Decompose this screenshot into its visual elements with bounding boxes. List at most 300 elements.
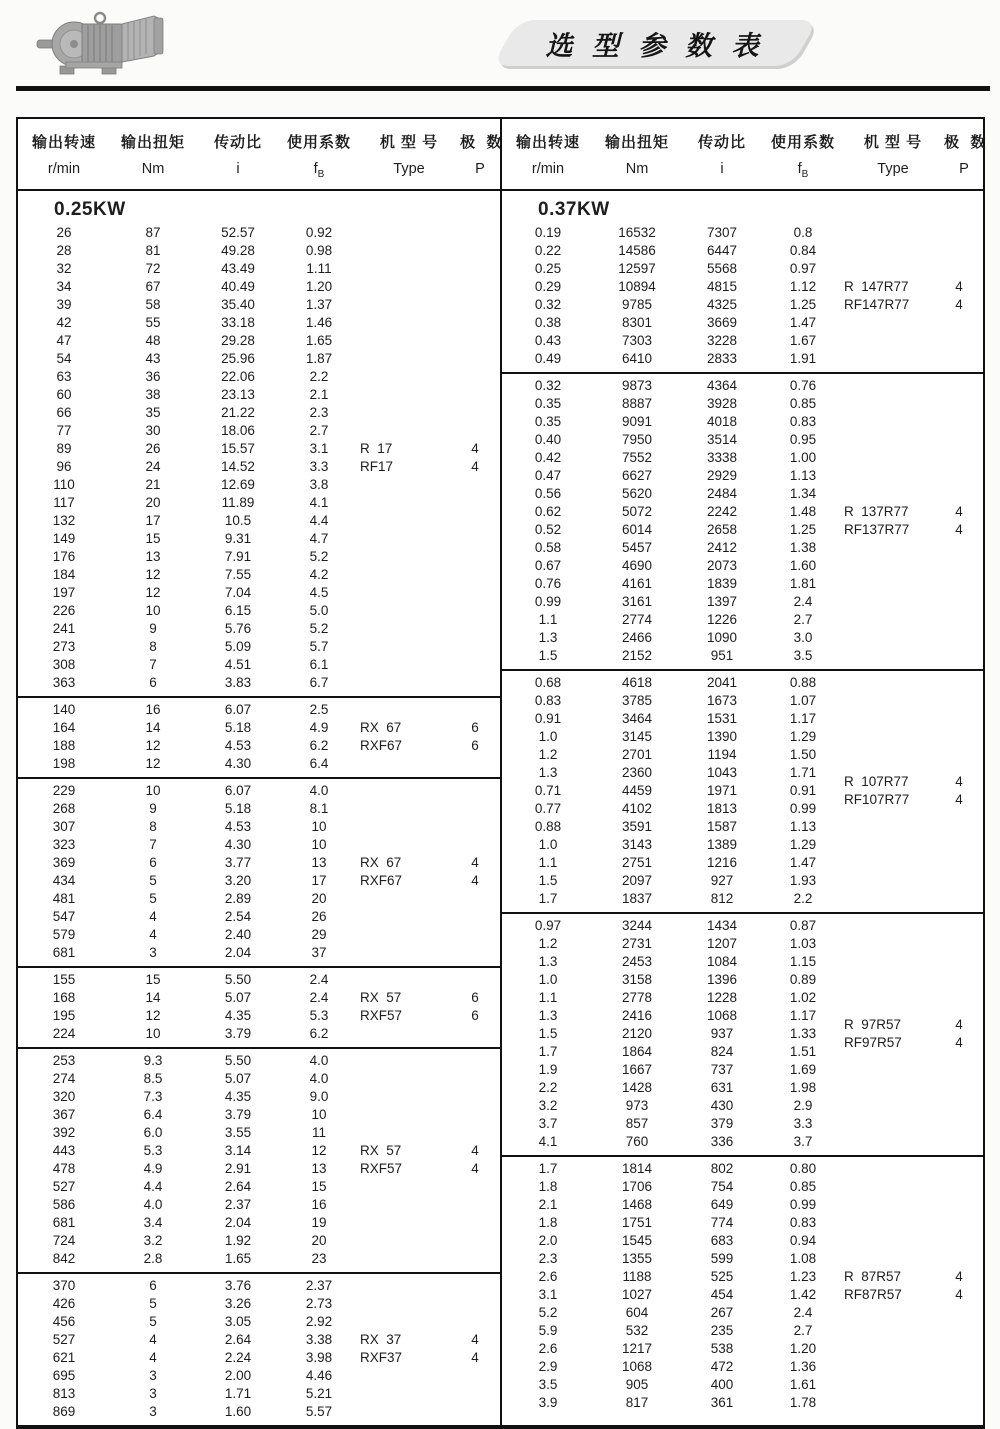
cell-output-torque: 3.2 bbox=[143, 1232, 163, 1248]
cell-ratio: 52.57 bbox=[221, 224, 255, 240]
cell-service-factor: 5.7 bbox=[309, 638, 329, 654]
cell-output-speed: 1.7 bbox=[538, 1043, 558, 1059]
type-label: R 17 bbox=[360, 440, 393, 456]
cell-ratio: 4.30 bbox=[224, 755, 252, 771]
cell-output-torque: 857 bbox=[625, 1115, 649, 1131]
cell-service-factor: 1.29 bbox=[789, 728, 817, 744]
cell-ratio: 3.20 bbox=[224, 872, 252, 888]
cell-output-torque: 3 bbox=[149, 944, 157, 960]
page-title: 选 型 参 数 表 bbox=[545, 30, 765, 61]
type-line bbox=[360, 719, 490, 737]
cell-output-speed: 1.5 bbox=[538, 872, 558, 888]
cell-ratio: 22.06 bbox=[221, 368, 255, 384]
cell-service-factor: 1.69 bbox=[789, 1061, 817, 1077]
column-unit: i bbox=[720, 161, 724, 177]
cell-ratio: 2.64 bbox=[224, 1178, 252, 1194]
cell-service-factor: 6.4 bbox=[309, 755, 329, 771]
type-label: RX 67 bbox=[360, 719, 402, 735]
cell-service-factor: 2.2 bbox=[793, 890, 813, 906]
cell-ratio: 774 bbox=[710, 1214, 734, 1230]
table-section bbox=[502, 669, 984, 912]
cell-service-factor: 10 bbox=[311, 818, 327, 834]
type-label: RX 67 bbox=[360, 854, 402, 870]
cell-ratio: 1194 bbox=[707, 746, 737, 762]
type-label: RF147R77 bbox=[844, 296, 910, 312]
pole-count: 6 bbox=[471, 737, 479, 753]
cell-output-speed: 1.1 bbox=[538, 854, 558, 870]
cell-output-speed: 96 bbox=[56, 458, 72, 474]
type-label: RF17 bbox=[360, 458, 394, 474]
column-label: 传动比 bbox=[697, 134, 746, 151]
cell-output-speed: 478 bbox=[52, 1160, 76, 1176]
cell-ratio: 33.18 bbox=[221, 314, 255, 330]
cell-ratio: 35.40 bbox=[221, 296, 255, 312]
cell-output-torque: 6014 bbox=[621, 521, 653, 537]
cell-output-speed: 1.1 bbox=[538, 989, 558, 1005]
cell-output-speed: 54 bbox=[56, 350, 72, 366]
section-rows bbox=[18, 1052, 500, 1268]
cell-output-torque: 2731 bbox=[621, 935, 653, 951]
cell-output-torque: 24 bbox=[145, 458, 161, 474]
cell-output-torque: 3 bbox=[149, 1385, 157, 1401]
cell-ratio: 951 bbox=[710, 647, 734, 663]
cell-output-torque: 5 bbox=[149, 1313, 157, 1329]
column-unit: i bbox=[236, 161, 240, 177]
table-left-half bbox=[18, 119, 503, 1425]
cell-output-speed: 2.1 bbox=[538, 1196, 558, 1212]
cell-output-torque: 3591 bbox=[621, 818, 653, 834]
cell-output-speed: 197 bbox=[52, 584, 76, 600]
cell-ratio: 3.26 bbox=[224, 1295, 252, 1311]
cell-output-speed: 89 bbox=[56, 440, 72, 456]
cell-ratio: 40.49 bbox=[221, 278, 255, 294]
pole-count: 4 bbox=[955, 278, 963, 294]
cell-output-torque: 10 bbox=[145, 602, 161, 618]
cell-output-torque: 10894 bbox=[618, 278, 656, 294]
cell-ratio: 2929 bbox=[706, 467, 738, 483]
cell-output-torque: 12597 bbox=[618, 260, 656, 276]
cell-service-factor: 1.29 bbox=[789, 836, 817, 852]
cell-output-speed: 0.77 bbox=[534, 800, 562, 816]
cell-output-torque: 1217 bbox=[621, 1340, 653, 1356]
cell-service-factor: 4.46 bbox=[305, 1367, 333, 1383]
cell-output-torque: 4.4 bbox=[143, 1178, 163, 1194]
cell-output-torque: 532 bbox=[625, 1322, 649, 1338]
cell-service-factor: 19 bbox=[311, 1214, 327, 1230]
type-block bbox=[844, 674, 974, 908]
cell-ratio: 9.31 bbox=[224, 530, 252, 546]
cell-service-factor: 1.25 bbox=[789, 521, 817, 537]
cell-ratio: 49.28 bbox=[221, 242, 255, 258]
cell-ratio: 267 bbox=[710, 1304, 734, 1320]
cell-ratio: 3.79 bbox=[224, 1106, 252, 1122]
cell-output-speed: 0.35 bbox=[534, 413, 562, 429]
cell-service-factor: 0.89 bbox=[789, 971, 817, 987]
column-unit: P bbox=[959, 161, 969, 177]
column-label: 机 型 号 bbox=[863, 134, 923, 151]
cell-output-torque: 38 bbox=[145, 386, 161, 402]
cell-service-factor: 1.47 bbox=[789, 314, 817, 330]
cell-ratio: 927 bbox=[710, 872, 734, 888]
cell-output-torque: 3 bbox=[149, 1403, 157, 1419]
cell-output-torque: 4.0 bbox=[143, 1196, 163, 1212]
cell-ratio: 454 bbox=[710, 1286, 734, 1302]
cell-output-torque: 2778 bbox=[621, 989, 653, 1005]
cell-output-speed: 1.0 bbox=[538, 728, 558, 744]
cell-ratio: 21.22 bbox=[221, 404, 255, 420]
cell-output-torque: 15 bbox=[145, 530, 161, 546]
cell-output-torque: 3464 bbox=[621, 710, 653, 726]
cell-service-factor: 0.8 bbox=[793, 224, 813, 240]
cell-ratio: 4.53 bbox=[224, 818, 252, 834]
cell-service-factor: 0.83 bbox=[789, 413, 817, 429]
cell-output-torque: 6 bbox=[149, 674, 157, 690]
cell-output-torque: 16 bbox=[145, 701, 161, 717]
cell-ratio: 5568 bbox=[706, 260, 738, 276]
cell-service-factor: 2.4 bbox=[309, 989, 329, 1005]
cell-output-speed: 456 bbox=[52, 1313, 76, 1329]
cell-service-factor: 5.57 bbox=[305, 1403, 333, 1419]
column-label: 机 型 号 bbox=[379, 134, 439, 151]
cell-output-torque: 6 bbox=[149, 854, 157, 870]
cell-output-speed: 869 bbox=[52, 1403, 76, 1419]
type-block bbox=[844, 377, 974, 665]
cell-ratio: 2.04 bbox=[224, 944, 252, 960]
cell-service-factor: 3.5 bbox=[793, 647, 813, 663]
cell-output-torque: 760 bbox=[625, 1133, 649, 1149]
column-label: 输出转速 bbox=[515, 134, 580, 151]
cell-output-speed: 0.47 bbox=[534, 467, 562, 483]
cell-ratio: 1397 bbox=[706, 593, 738, 609]
cell-service-factor: 1.17 bbox=[789, 1007, 817, 1023]
cell-output-speed: 66 bbox=[56, 404, 72, 420]
column-unit: P bbox=[475, 161, 485, 177]
cell-service-factor: 5.21 bbox=[305, 1385, 333, 1401]
column-label: 极 数 bbox=[944, 134, 987, 151]
cell-service-factor: 13 bbox=[311, 1160, 327, 1176]
cell-ratio: 2.89 bbox=[224, 890, 252, 906]
cell-service-factor: 10 bbox=[311, 836, 327, 852]
cell-output-speed: 0.58 bbox=[534, 539, 562, 555]
cell-ratio: 683 bbox=[710, 1232, 734, 1248]
cell-output-torque: 35 bbox=[145, 404, 161, 420]
cell-ratio: 1531 bbox=[706, 710, 738, 726]
table-section bbox=[18, 966, 500, 1047]
type-line bbox=[360, 458, 490, 476]
cell-output-torque: 9785 bbox=[621, 296, 653, 312]
cell-service-factor: 6.1 bbox=[309, 656, 329, 672]
cell-output-torque: 12 bbox=[145, 737, 161, 753]
cell-service-factor: 1.93 bbox=[789, 872, 817, 888]
cell-service-factor: 1.13 bbox=[789, 818, 817, 834]
type-label: RX 57 bbox=[360, 1142, 402, 1158]
cell-ratio: 4.35 bbox=[224, 1088, 252, 1104]
cell-ratio: 235 bbox=[710, 1322, 734, 1338]
type-line bbox=[360, 1160, 490, 1178]
cell-service-factor: 0.76 bbox=[789, 377, 817, 393]
cell-output-torque: 10 bbox=[145, 1025, 161, 1041]
type-label: RX 57 bbox=[360, 989, 402, 1005]
type-label: RXF37 bbox=[360, 1349, 403, 1365]
cell-ratio: 4.51 bbox=[224, 656, 252, 672]
cell-output-torque: 9091 bbox=[621, 413, 653, 429]
cell-output-torque: 1068 bbox=[621, 1358, 653, 1374]
cell-output-torque: 8.5 bbox=[143, 1070, 163, 1086]
cell-service-factor: 2.2 bbox=[309, 368, 329, 384]
cell-output-torque: 1814 bbox=[621, 1160, 653, 1176]
type-line bbox=[844, 503, 974, 521]
cell-ratio: 3.77 bbox=[224, 854, 252, 870]
cell-service-factor: 4.7 bbox=[309, 530, 329, 546]
cell-service-factor: 1.42 bbox=[789, 1286, 817, 1302]
column-unit: Nm bbox=[625, 161, 649, 177]
cell-output-speed: 1.2 bbox=[538, 746, 558, 762]
cell-service-factor: 16 bbox=[311, 1196, 327, 1212]
cell-service-factor: 4.5 bbox=[309, 584, 329, 600]
cell-ratio: 5.76 bbox=[224, 620, 252, 636]
cell-output-torque: 4161 bbox=[621, 575, 653, 591]
cell-output-speed: 4.1 bbox=[538, 1133, 558, 1149]
cell-output-speed: 1.5 bbox=[538, 1025, 558, 1041]
cell-output-torque: 3 bbox=[149, 1367, 157, 1383]
type-line bbox=[844, 296, 974, 314]
cell-output-speed: 1.8 bbox=[538, 1214, 558, 1230]
cell-ratio: 1971 bbox=[706, 782, 738, 798]
cell-output-torque: 1837 bbox=[621, 890, 653, 906]
table-section bbox=[18, 696, 500, 777]
cell-service-factor: 1.91 bbox=[789, 350, 817, 366]
cell-service-factor: 10 bbox=[311, 1106, 327, 1122]
cell-output-speed: 1.3 bbox=[538, 1007, 558, 1023]
type-line bbox=[844, 1016, 974, 1034]
table-header bbox=[18, 119, 503, 191]
cell-output-speed: 363 bbox=[52, 674, 76, 690]
cell-service-factor: 3.0 bbox=[793, 629, 813, 645]
cell-output-speed: 26 bbox=[56, 224, 72, 240]
cell-output-torque: 4 bbox=[149, 926, 157, 942]
column-label: 输出转速 bbox=[31, 134, 96, 151]
cell-service-factor: 3.1 bbox=[309, 440, 329, 456]
pole-count: 4 bbox=[955, 773, 963, 789]
cell-output-torque: 6627 bbox=[621, 467, 653, 483]
cell-output-torque: 2701 bbox=[621, 746, 653, 762]
type-label: RX 37 bbox=[360, 1331, 402, 1347]
section-rows bbox=[502, 1160, 984, 1412]
cell-service-factor: 26 bbox=[311, 908, 327, 924]
cell-service-factor: 2.7 bbox=[793, 1322, 813, 1338]
cell-ratio: 2412 bbox=[706, 539, 738, 555]
cell-ratio: 2.00 bbox=[224, 1367, 252, 1383]
section-rows bbox=[18, 224, 500, 692]
cell-output-speed: 308 bbox=[52, 656, 76, 672]
cell-service-factor: 1.12 bbox=[789, 278, 817, 294]
cell-service-factor: 1.67 bbox=[789, 332, 817, 348]
cell-service-factor: 0.98 bbox=[305, 242, 333, 258]
cell-output-speed: 392 bbox=[52, 1124, 76, 1140]
cell-output-speed: 226 bbox=[52, 602, 76, 618]
cell-output-torque: 2453 bbox=[621, 953, 653, 969]
cell-output-torque: 1428 bbox=[621, 1079, 653, 1095]
cell-service-factor: 0.85 bbox=[789, 395, 817, 411]
cell-output-torque: 21 bbox=[145, 476, 161, 492]
cell-service-factor: 1.20 bbox=[789, 1340, 817, 1356]
type-line bbox=[844, 1034, 974, 1052]
cell-output-torque: 17 bbox=[145, 512, 161, 528]
cell-output-speed: 527 bbox=[52, 1178, 76, 1194]
cell-output-speed: 155 bbox=[52, 971, 76, 987]
cell-output-speed: 1.0 bbox=[538, 971, 558, 987]
cell-output-torque: 8 bbox=[149, 638, 157, 654]
cell-output-torque: 9.3 bbox=[143, 1052, 163, 1068]
cell-service-factor: 1.23 bbox=[789, 1268, 817, 1284]
cell-output-speed: 47 bbox=[56, 332, 72, 348]
cell-ratio: 336 bbox=[710, 1133, 734, 1149]
cell-ratio: 4.35 bbox=[224, 1007, 252, 1023]
cell-output-speed: 320 bbox=[52, 1088, 76, 1104]
pole-count: 4 bbox=[471, 1349, 479, 1365]
cell-output-speed: 3.1 bbox=[538, 1286, 558, 1302]
cell-output-speed: 198 bbox=[52, 755, 76, 771]
cell-service-factor: 1.65 bbox=[305, 332, 333, 348]
cell-output-speed: 0.88 bbox=[534, 818, 562, 834]
cell-output-speed: 369 bbox=[52, 854, 76, 870]
type-line bbox=[360, 872, 490, 890]
cell-ratio: 2833 bbox=[706, 350, 738, 366]
cell-ratio: 12.69 bbox=[221, 476, 255, 492]
cell-ratio: 15.57 bbox=[221, 440, 255, 456]
cell-output-torque: 6 bbox=[149, 1277, 157, 1293]
cell-output-torque: 3161 bbox=[621, 593, 653, 609]
cell-output-torque: 58 bbox=[145, 296, 161, 312]
cell-output-speed: 367 bbox=[52, 1106, 76, 1122]
cell-output-speed: 0.35 bbox=[534, 395, 562, 411]
cell-output-speed: 621 bbox=[52, 1349, 76, 1365]
cell-output-torque: 30 bbox=[145, 422, 161, 438]
cell-service-factor: 4.4 bbox=[309, 512, 329, 528]
cell-ratio: 4018 bbox=[706, 413, 738, 429]
column-unit: Nm bbox=[141, 161, 165, 177]
cell-service-factor: 17 bbox=[311, 872, 327, 888]
cell-service-factor: 0.97 bbox=[789, 260, 817, 276]
cell-output-torque: 5 bbox=[149, 872, 157, 888]
cell-output-speed: 60 bbox=[56, 386, 72, 402]
cell-output-torque: 3145 bbox=[621, 728, 653, 744]
cell-ratio: 3.55 bbox=[224, 1124, 252, 1140]
cell-output-speed: 1.7 bbox=[538, 1160, 558, 1176]
cell-output-torque: 26 bbox=[145, 440, 161, 456]
cell-service-factor: 1.36 bbox=[789, 1358, 817, 1374]
cell-ratio: 4325 bbox=[706, 296, 738, 312]
pole-count: 4 bbox=[471, 458, 479, 474]
section-rows bbox=[18, 701, 500, 773]
cell-output-torque: 3244 bbox=[621, 917, 653, 933]
cell-service-factor: 29 bbox=[311, 926, 327, 942]
cell-ratio: 1216 bbox=[706, 854, 738, 870]
cell-ratio: 6.07 bbox=[224, 701, 252, 717]
cell-output-torque: 14586 bbox=[618, 242, 656, 258]
cell-ratio: 5.18 bbox=[224, 800, 252, 816]
cell-output-speed: 695 bbox=[52, 1367, 76, 1383]
cell-ratio: 525 bbox=[710, 1268, 734, 1284]
cell-output-torque: 13 bbox=[145, 548, 161, 564]
cell-service-factor: 2.4 bbox=[793, 1304, 813, 1320]
cell-service-factor: 0.84 bbox=[789, 242, 817, 258]
cell-output-speed: 0.43 bbox=[534, 332, 562, 348]
cell-service-factor: 2.7 bbox=[793, 611, 813, 627]
cell-output-speed: 5.2 bbox=[538, 1304, 558, 1320]
cell-service-factor: 12 bbox=[311, 1142, 327, 1158]
cell-output-speed: 0.52 bbox=[534, 521, 562, 537]
cell-service-factor: 2.4 bbox=[309, 971, 329, 987]
gear-motor-image bbox=[36, 10, 166, 78]
cell-service-factor: 4.9 bbox=[309, 719, 329, 735]
cell-service-factor: 1.71 bbox=[789, 764, 817, 780]
section-rows bbox=[502, 224, 984, 368]
pole-count: 4 bbox=[471, 440, 479, 456]
cell-ratio: 379 bbox=[710, 1115, 734, 1131]
cell-service-factor: 1.48 bbox=[789, 503, 817, 519]
cell-ratio: 430 bbox=[710, 1097, 734, 1113]
cell-service-factor: 1.11 bbox=[306, 260, 332, 276]
cell-service-factor: 0.87 bbox=[789, 917, 817, 933]
cell-output-torque: 1864 bbox=[621, 1043, 653, 1059]
cell-output-torque: 9873 bbox=[621, 377, 653, 393]
type-label: R 107R77 bbox=[844, 773, 909, 789]
cell-service-factor: 2.92 bbox=[305, 1313, 333, 1329]
cell-service-factor: 1.25 bbox=[789, 296, 817, 312]
cell-output-speed: 117 bbox=[53, 494, 75, 510]
cell-output-speed: 2.9 bbox=[538, 1358, 558, 1374]
cell-ratio: 1226 bbox=[706, 611, 738, 627]
cell-ratio: 2.24 bbox=[224, 1349, 252, 1365]
title-banner bbox=[505, 20, 805, 66]
cell-output-speed: 0.68 bbox=[534, 674, 562, 690]
cell-ratio: 1.60 bbox=[224, 1403, 252, 1419]
cell-service-factor: 1.51 bbox=[789, 1043, 817, 1059]
table-section bbox=[502, 191, 984, 372]
type-line bbox=[360, 1349, 490, 1367]
page-header bbox=[0, 0, 1000, 86]
cell-service-factor: 4.0 bbox=[309, 1052, 329, 1068]
column-unit-subscript: B bbox=[801, 168, 809, 180]
cell-service-factor: 3.8 bbox=[309, 476, 329, 492]
pole-count: 4 bbox=[955, 1016, 963, 1032]
pole-count: 4 bbox=[955, 296, 963, 312]
cell-ratio: 1390 bbox=[706, 728, 738, 744]
cell-ratio: 6.15 bbox=[224, 602, 252, 618]
cell-service-factor: 20 bbox=[311, 890, 327, 906]
cell-ratio: 2041 bbox=[706, 674, 738, 690]
cell-output-torque: 81 bbox=[145, 242, 161, 258]
cell-service-factor: 1.78 bbox=[789, 1394, 817, 1410]
cell-service-factor: 4.2 bbox=[309, 566, 329, 582]
cell-output-torque: 8887 bbox=[621, 395, 653, 411]
cell-ratio: 6.07 bbox=[224, 782, 252, 798]
pole-count: 6 bbox=[471, 1007, 479, 1023]
cell-service-factor: 1.00 bbox=[789, 449, 817, 465]
cell-service-factor: 5.0 bbox=[309, 602, 329, 618]
cell-service-factor: 2.4 bbox=[793, 593, 813, 609]
cell-output-torque: 4690 bbox=[621, 557, 653, 573]
type-line bbox=[844, 791, 974, 809]
cell-output-torque: 7950 bbox=[621, 431, 653, 447]
cell-output-torque: 4618 bbox=[621, 674, 653, 690]
cell-output-torque: 67 bbox=[145, 278, 161, 294]
cell-output-speed: 3.9 bbox=[538, 1394, 558, 1410]
section-rows bbox=[502, 377, 984, 665]
cell-service-factor: 2.5 bbox=[309, 701, 329, 717]
cell-service-factor: 0.80 bbox=[789, 1160, 817, 1176]
